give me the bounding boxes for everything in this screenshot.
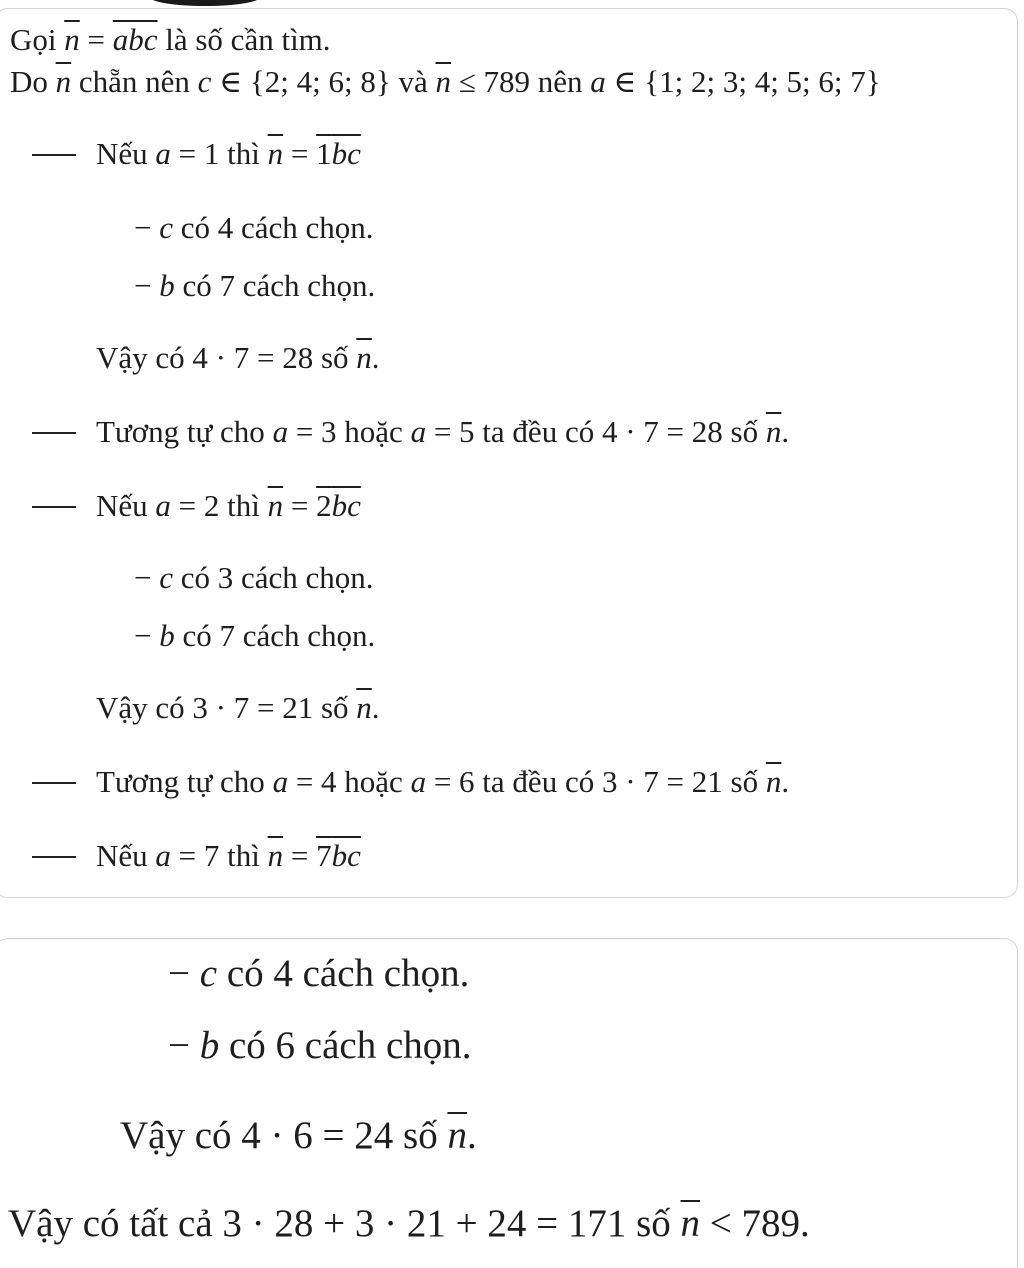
line-12: Tương tự cho a = 4 hoặc a = 6 ta đều có 3 · 7 = 21 số $\overline{n}$. [96,764,790,799]
line-8: Nếu a = 2 thì $\overline{n} = 2bc$ [96,488,361,523]
line-7: Tương tự cho a = 3 hoặc a = 5 ta đều có 4 · 7 = 28 số $\overline{n}$. [96,414,790,449]
line-1: Gọi $\overline{n} = \overline{abc}$ là số cần tìm. [10,22,331,57]
line-3: Nếu a = 1 thì $\overline{n} = 1bc$ [96,136,361,171]
line-9: − c có 3 cách chọn. [134,560,374,595]
bullet-dash-1 [32,154,76,156]
bullet-dash-2 [32,432,76,434]
line-2: Do $\overline{n}$ chẵn nên c ∈ {2; 4; 6; 8} và $\overline{n} \le 789$ nên a ∈ {1; 2; 3; 4; 5; 6; 7} [10,64,881,99]
line-15: − b có 6 cách chọn. [168,1024,472,1067]
line-13: Nếu a = 7 thì $\overline{n} = 7bc$ [96,838,361,873]
line-11: Vậy có 3 · 7 = 21 số $\overline{n}$. [96,690,380,725]
line-6: Vậy có 4 · 7 = 28 số $\overline{n}$. [96,340,380,375]
bullet-dash-4 [32,782,76,784]
line-4: − c có 4 cách chọn. [134,210,374,245]
line-14: − c có 4 cách chọn. [168,952,470,995]
line-5: − b có 7 cách chọn. [134,268,376,303]
bullet-dash-5 [32,856,76,858]
line-16: Vậy có 4 · 6 = 24 số $\overline{n}$. [120,1114,477,1157]
line-17: Vậy có tất cả 3 · 28 + 3 · 21 + 24 = 171 số $\overline{n} < 789$. [8,1202,810,1245]
bullet-dash-3 [32,506,76,508]
line-10: − b có 7 cách chọn. [134,618,376,653]
